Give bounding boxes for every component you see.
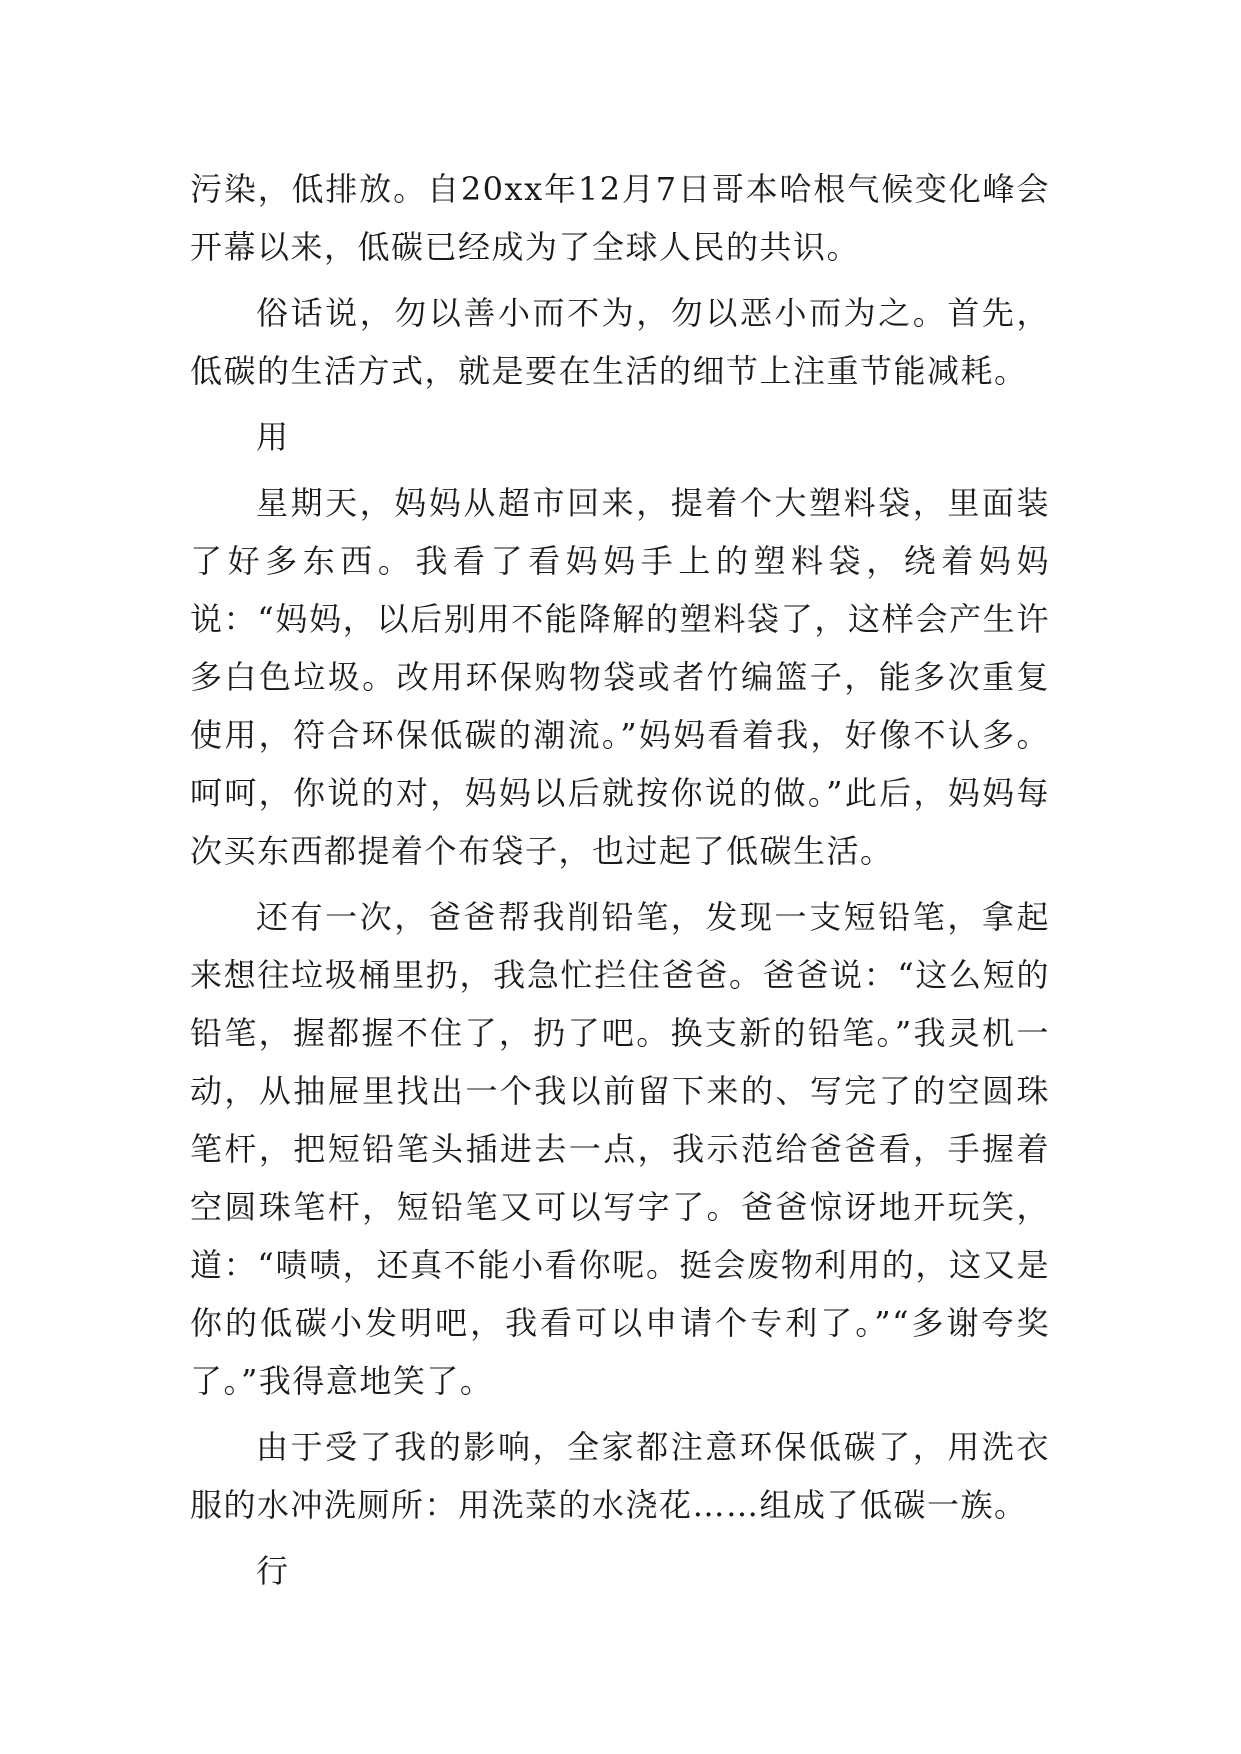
- paragraph-2: 俗话说，勿以善小而不为，勿以恶小而为之。首先，低碳的生活方式，就是要在生活的细节上注重节能减耗。: [190, 294, 1050, 390]
- section-heading-travel: 行: [256, 1552, 290, 1590]
- document-page: [190, 160, 1050, 1608]
- paragraph-1: 污染，低排放。自20xx年12月7日哥本哈根气候变化峰会开幕以来，低碳已经成为了全球人民的共识。: [190, 170, 1050, 266]
- paragraph-4: 还有一次，爸爸帮我削铅笔，发现一支短铅笔，拿起来想往垃圾桶里扔，我急忙拦住爸爸。爸爸说：“这么短的铅笔，握都握不住了，扔了吧。换支新的铅笔。”我灵机一动，从抽屉里找出一个我以前留下来的、写完了的空圆珠笔杆，把短铅笔头插进去一点，我示范给爸爸看，手握着空圆珠笔杆，短铅笔又可以写字了。爸爸惊讶地开玩笑，道：“啧啧，还真不能小看你呢。挺会废物利用的，这又是你的低碳小发明吧，我看可以申请个专利了。”“多谢夸奖了。”我得意地笑了。: [190, 898, 1050, 1400]
- paragraph-3: 星期天，妈妈从超市回来，提着个大塑料袋，里面装了好多东西。我看了看妈妈手上的塑料袋，绕着妈妈说：“妈妈，以后别用不能降解的塑料袋了，这样会产生许多白色垃圾。改用环保购物袋或者竹编篮子，能多次重复使用，符合环保低碳的潮流。”妈妈看着我，好像不认多。呵呵，你说的对，妈妈以后就按你说的做。”此后，妈妈每次买东西都提着个布袋子，也过起了低碳生活。: [190, 484, 1050, 870]
- paragraph-5: 由于受了我的影响，全家都注意环保低碳了，用洗衣服的水冲洗厕所：用洗菜的水浇花……组成了低碳一族。: [190, 1428, 1050, 1524]
- section-heading-use: 用: [256, 418, 290, 456]
